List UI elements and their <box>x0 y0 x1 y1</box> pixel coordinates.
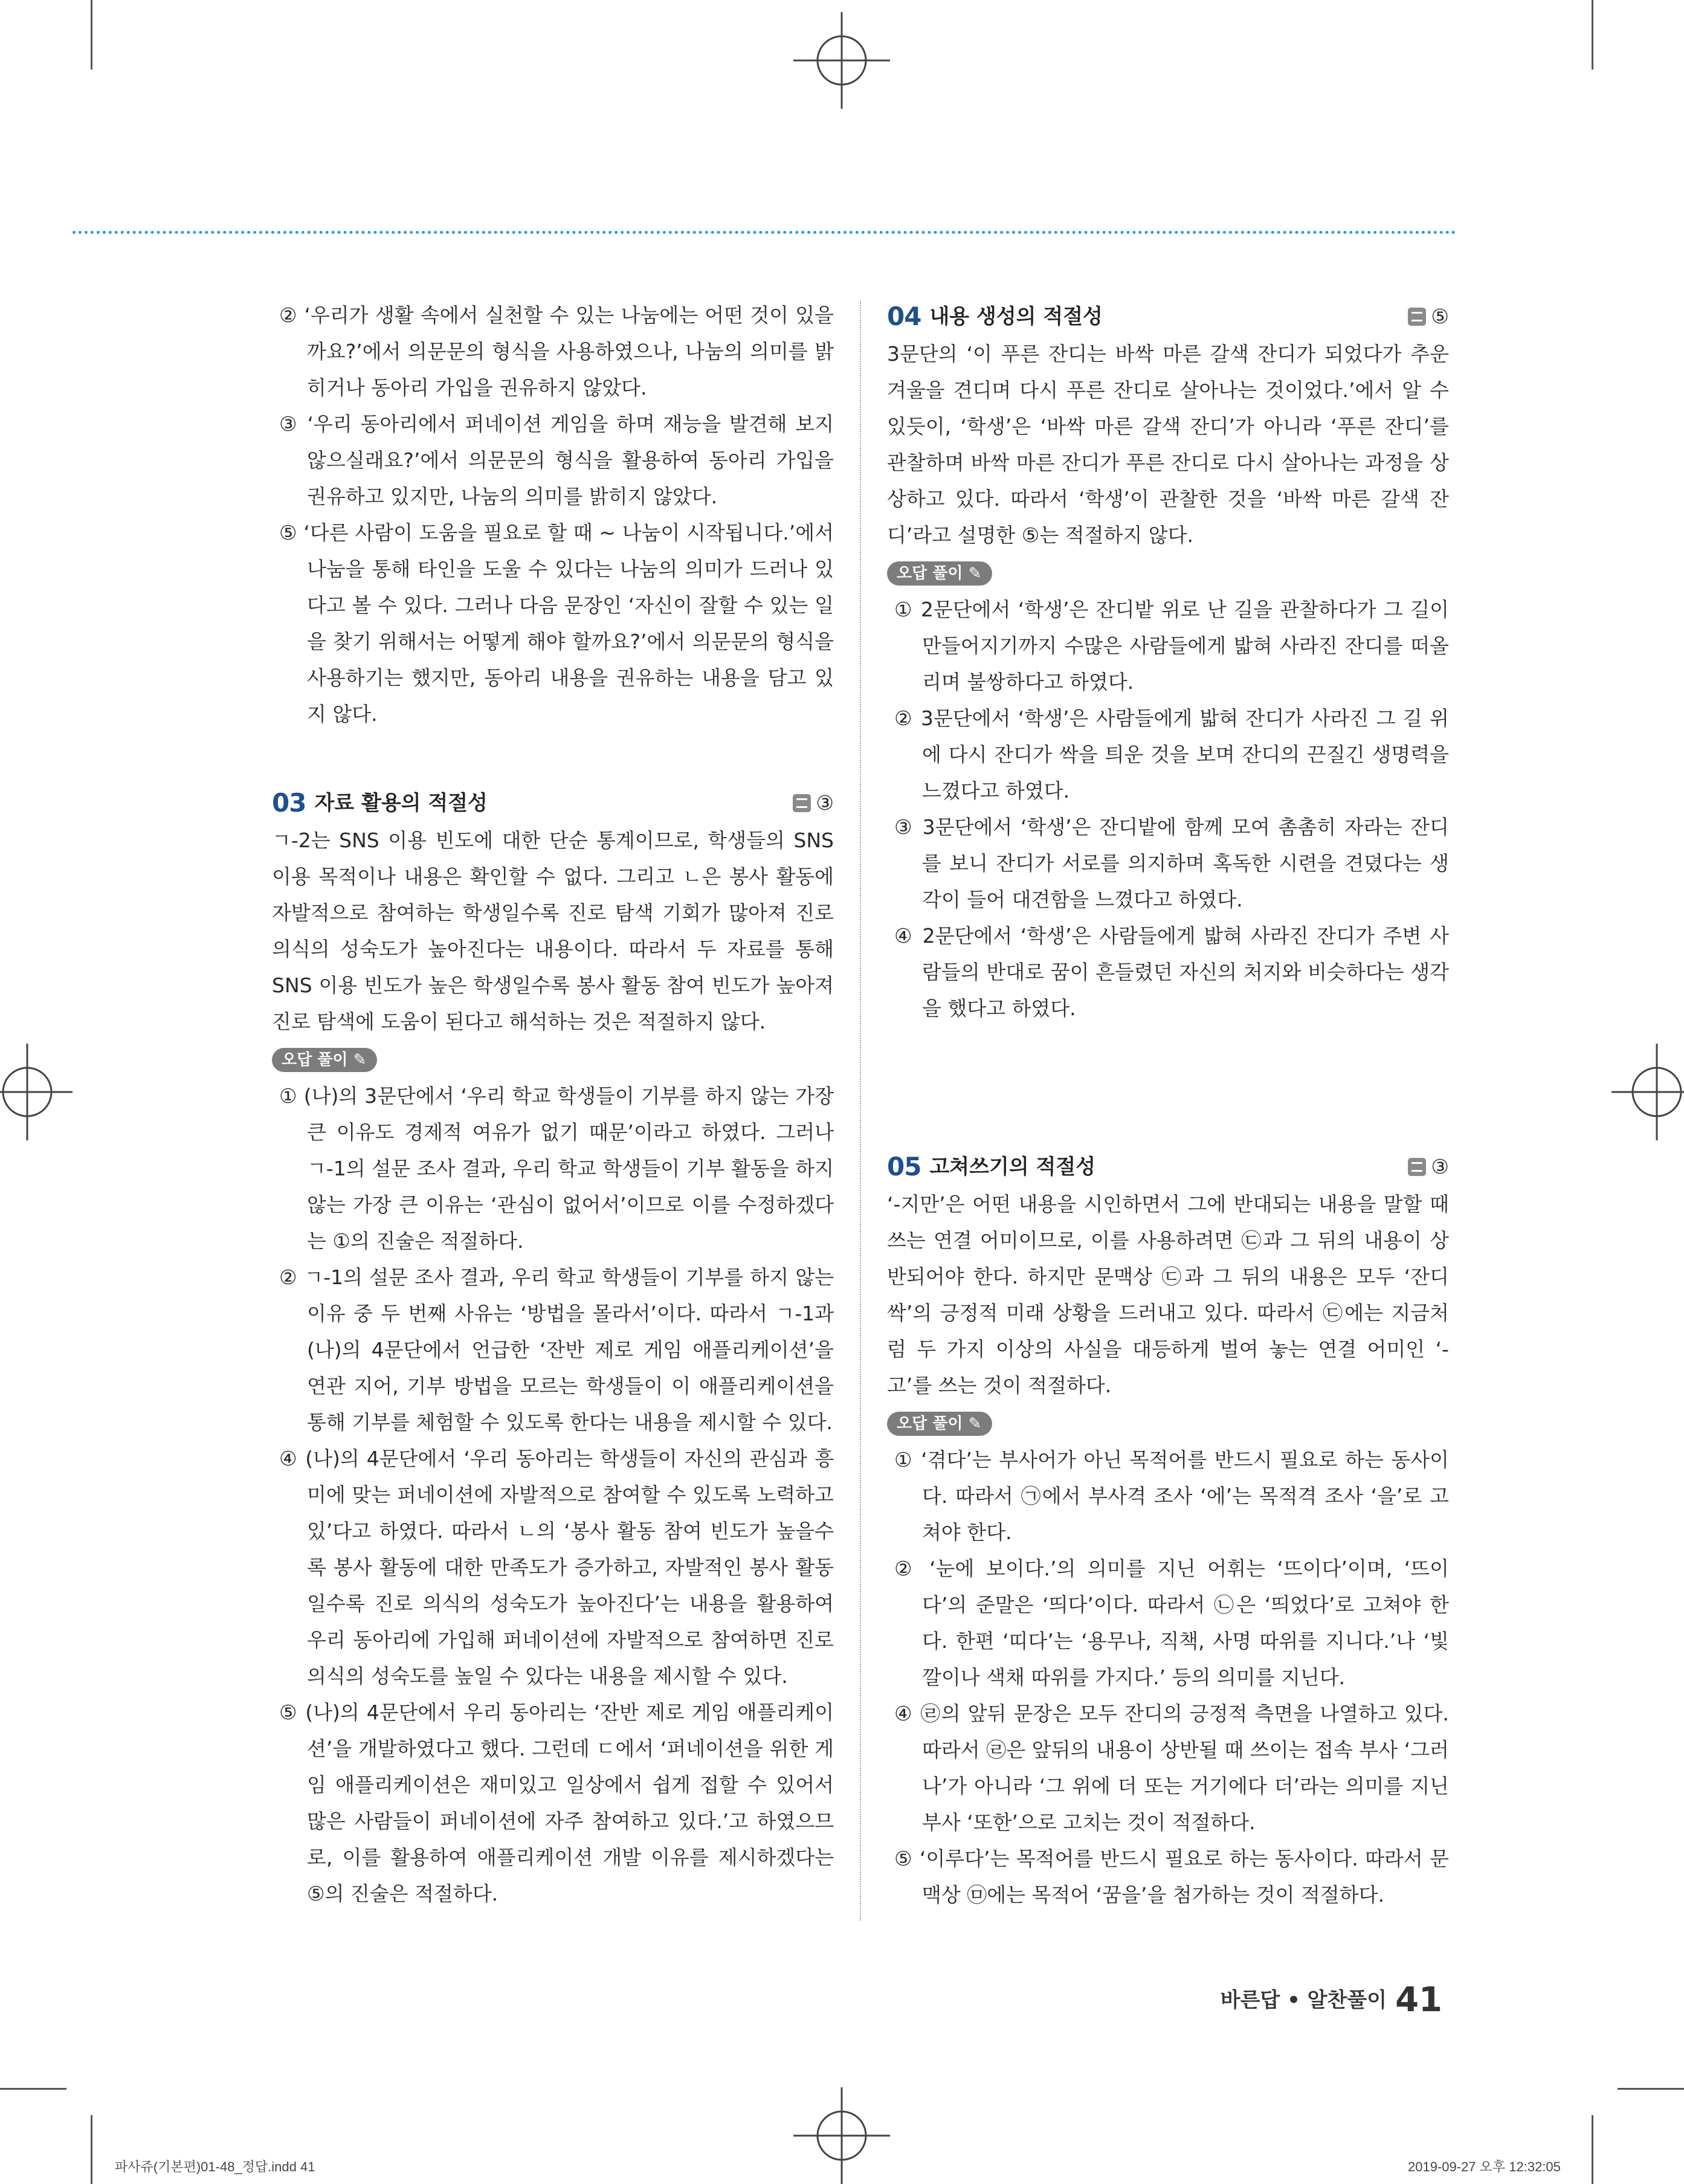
registration-mark-bottom <box>793 2087 890 2184</box>
section-body: ‘-지만’은 어떤 내용을 시인하면서 그에 반대되는 내용을 말할 때 쓰는 연결 어미이므로, 이를 사용하려면 ㉢과 그 뒤의 내용이 상반되어야 한다. 하지만 문맥상 ㉢과 그 뒤의 내용은 모두 ‘잔디 싹’의 긍정적 미래 상황을 드러내고 있다. 따라서 ㉢에는 지금처럼 두 가지 이상의 사실을 대등하게 벌여 놓는 연결 어미인 ‘-고’를 쓰는 것이 적절하다. <box>887 1192 1449 1397</box>
answer-marker <box>1408 1149 1449 1185</box>
section-title: 내용 생성의 적절성 <box>929 305 1103 329</box>
wrong-answer-badge: 오답 풀이 ✎ <box>272 1048 377 1072</box>
list-item: ④ ㉣의 앞뒤 문장은 모두 잔디의 긍정적 측면을 나열하고 있다. 따라서 ㉣은 앞뒤의 내용이 상반될 때 쓰이는 접속 부사 ‘그러나’가 아니라 ‘그 위에 더 또는 거기에다 더’라는 의미를 지닌 부사 ‘또한’으로 고치는 것이 적절하다. <box>894 1702 1449 1834</box>
answer-icon <box>793 794 811 812</box>
registration-mark-top <box>793 12 890 109</box>
left-column <box>272 297 834 1912</box>
answer-icon <box>1408 308 1426 326</box>
wrong-answer-badge: 오답 풀이 ✎ <box>887 561 992 586</box>
crop-mark <box>0 2088 66 2090</box>
list-item: ④ (나)의 4문단에서 ‘우리 동아리는 학생들이 자신의 관심과 흥미에 맞는 퍼네이션에 자발적으로 참여할 수 있도록 노력하고 있’다고 하였다. 따라서 ㄴ의 ‘봉사 활동 참여 빈도가 높을수록 봉사 활동에 대한 만족도가 증가하고, 자발적인 봉사 활동일수록 진로 의식의 성숙도가 높아진다’는 내용을 활용하여 우리 동아리에 가입해 퍼네이션에 자발적으로 참여하면 진로 의식의 성숙도를 높일 수 있다는 내용을 제시할 수 있다. <box>279 1447 834 1688</box>
section-05-header <box>887 1148 1449 1186</box>
list-item: ⑤ (나)의 4문단에서 우리 동아리는 ‘잔반 제로 게임 애플리케이션’을 개발하였다고 했다. 그런데 ㄷ에서 ‘퍼네이션을 위한 게임 애플리케이션은 재미있고 일상에서 쉽게 접할 수 있어서 많은 사람들이 퍼네이션에 자주 참여하고 있다.’고 하였으므로, 이를 활용하여 애플리케이션 개발 이유를 제시하겠다는 ⑤의 진술은 적절하다. <box>279 1701 834 1905</box>
answer-icon <box>1408 1158 1426 1176</box>
section-number: 04 <box>887 302 921 331</box>
section-title: 고쳐쓰기의 적절성 <box>929 1155 1096 1179</box>
list-item: ① 2문단에서 ‘학생’은 잔디밭 위로 난 길을 관찰하다가 그 길이 만들어지기까지 수많은 사람들에게 밟혀 사라진 잔디를 떠올리며 불쌍하다고 하였다. <box>894 598 1449 694</box>
footer-brand: 바른답 • 알찬풀이 <box>1220 1988 1387 2012</box>
list-item: ① (나)의 3문단에서 ‘우리 학교 학생들이 기부를 하지 않는 가장 큰 이유도 경제적 여유가 없기 때문’이라고 하였다. 그러나 ㄱ-1의 설문 조사 결과, 우리 학교 학생들이 기부 활동을 하지 않는 가장 큰 이유는 ‘관심이 없어서’이므로 이를 수정하겠다는 ①의 진술은 적절하다. <box>279 1084 834 1253</box>
list-item: ② ‘우리가 생활 속에서 실천할 수 있는 나눔에는 어떤 것이 있을까요?’에서 의문문의 형식을 사용하였으나, 나눔의 의미를 밝히거나 동아리 가입을 권유하지 않았다. <box>279 303 834 399</box>
crop-mark <box>91 2115 92 2184</box>
section-number: 03 <box>272 788 306 818</box>
crop-mark <box>1592 2115 1593 2184</box>
slug-left: 파사쥬(기본편)01-48_정답.indd 41 <box>115 2159 315 2174</box>
list-item: ⑤ ‘다른 사람이 도움을 필요로 할 때 ~ 나눔이 시작됩니다.’에서 나눔을 통해 타인을 도울 수 있다는 나눔의 의미가 드러나 있다고 볼 수 있다. 그러나 다음 문장인 ‘자신이 잘할 수 있는 일을 찾기 위해서는 어떻게 해야 할까요?’에서 의문문의 형식을 사용하기는 했지만, 동아리 내용을 권유하는 내용을 담고 있지 않다. <box>279 521 834 726</box>
crop-mark <box>1592 0 1593 69</box>
list-item: ⑤ ‘이루다’는 목적어를 반드시 필요로 하는 동사이다. 따라서 문맥상 ㉤에는 목적어 ‘꿈을’을 첨가하는 것이 적절하다. <box>894 1847 1449 1907</box>
list-item: ③ 3문단에서 ‘학생’은 잔디밭에 함께 모여 촘촘히 자라는 잔디를 보니 잔디가 서로를 의지하며 혹독한 시련을 견뎠다는 생각이 들어 대견함을 느꼈다고 하였다. <box>894 815 1449 911</box>
section-04-header <box>887 297 1449 336</box>
wrong-answer-badge: 오답 풀이 ✎ <box>887 1412 992 1436</box>
section-body: ㄱ-2는 SNS 이용 빈도에 대한 단순 통계이므로, 학생들의 SNS 이용 목적이나 내용은 확인할 수 없다. 그리고 ㄴ은 봉사 활동에 자발적으로 참여하는 학생일수록 진로 탐색 기회가 많아져 진로 의식의 성숙도가 높아진다는 내용이다. 따라서 두 자료를 통해 SNS 이용 빈도가 높은 학생일수록 봉사 활동 참여 빈도가 높아져 진로 탐색에 도움이 된다고 해석하는 것은 적절하지 않다. <box>272 829 834 1033</box>
answer-value: ⑤ <box>1431 305 1449 328</box>
page-footer <box>1220 1980 1442 2020</box>
answer-value: ③ <box>1431 1155 1449 1178</box>
crop-mark <box>91 0 92 69</box>
section-body: 3문단의 ‘이 푸른 잔디는 바싹 마른 갈색 잔디가 되었다가 추운 겨울을 견디며 다시 푸른 잔디로 살아나는 것이었다.’에서 알 수 있듯이, ‘학생’은 ‘바싹 마른 갈색 잔디’가 아니라 ‘푸른 잔디’를 관찰하며 바싹 마른 잔디가 푸른 잔디로 다시 살아나는 과정을 상상하고 있다. 따라서 ‘학생’이 관찰한 것을 ‘바싹 마른 갈색 잔디’라고 설명한 ⑤는 적절하지 않다. <box>887 342 1449 547</box>
crop-mark <box>1618 2088 1684 2090</box>
header-dotted-rule <box>73 231 1456 234</box>
list-item: ② ㄱ-1의 설문 조사 결과, 우리 학교 학생들이 기부를 하지 않는 이유 중 두 번째 사유는 ‘방법을 몰라서’이다. 따라서 ㄱ-1과 (나)의 4문단에서 언급한 ‘잔반 제로 게임 애플리케이션’을 연관 지어, 기부 방법을 모르는 학생들이 이 애플리케이션을 통해 기부를 체험할 수 있도록 한다는 내용을 제시할 수 있다. <box>279 1265 834 1434</box>
slug-right: 2019-09-27 오후 12:32:05 <box>1408 2159 1561 2174</box>
list-item: ③ ‘우리 동아리에서 퍼네이션 게임을 하며 재능을 발견해 보지 않으실래요?’에서 의문문의 형식을 활용하여 동아리 가입을 권유하고 있지만, 나눔의 의미를 밝히지 않았다. <box>279 412 834 508</box>
list-item: ② 3문단에서 ‘학생’은 사람들에게 밟혀 잔디가 사라진 그 길 위에 다시 잔디가 싹을 틔운 것을 보며 잔디의 끈질긴 생명력을 느꼈다고 하였다. <box>894 706 1449 803</box>
answer-marker <box>1408 299 1449 335</box>
answer-value: ③ <box>816 791 834 815</box>
registration-mark-right <box>1611 1044 1684 1140</box>
section-number: 05 <box>887 1152 921 1181</box>
answer-marker <box>793 785 834 821</box>
registration-mark-left <box>0 1044 73 1140</box>
section-title: 자료 활용의 적절성 <box>314 791 488 815</box>
right-column <box>887 297 1449 1913</box>
list-item: ④ 2문단에서 ‘학생’은 사람들에게 밟혀 사라진 잔디가 주변 사람들의 반대로 꿈이 흔들렸던 자신의 처지와 비슷하다는 생각을 했다고 하였다. <box>894 924 1449 1020</box>
column-divider <box>860 301 861 1921</box>
page-number: 41 <box>1395 1980 1442 2020</box>
list-item: ① ‘겪다’는 부사어가 아닌 목적어를 반드시 필요로 하는 동사이다. 따라서 ㉠에서 부사격 조사 ‘에’는 목적격 조사 ‘을’로 고쳐야 한다. <box>894 1448 1449 1544</box>
section-03-header <box>272 784 834 822</box>
list-item: ② ‘눈에 보이다.’의 의미를 지닌 어휘는 ‘뜨이다’이며, ‘뜨이다’의 준말은 ‘띄다’이다. 따라서 ㉡은 ‘띄었다’로 고쳐야 한다. 한편 ‘띠다’는 ‘용무나, 직책, 사명 따위를 지니다.’나 ‘빛깔이나 색채 따위를 가지다.’ 등의 의미를 지닌다. <box>894 1557 1449 1689</box>
